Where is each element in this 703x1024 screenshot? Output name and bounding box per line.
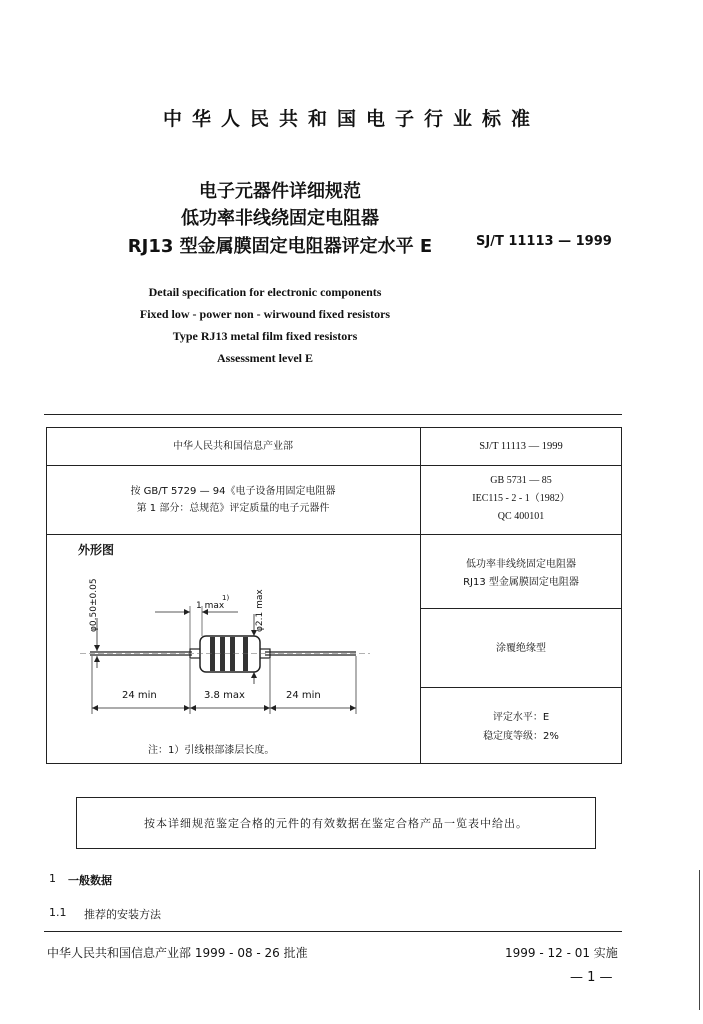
dim-coating-length: 1 max xyxy=(196,601,225,611)
title-en-line1: Detail specification for electronic components xyxy=(148,285,382,299)
ref-standard-2: IEC115 - 2 - 1（1982） xyxy=(472,493,570,504)
color-band xyxy=(210,637,215,671)
table-row-divider xyxy=(420,608,622,609)
ref-standard-3: QC 400101 xyxy=(497,511,545,522)
title-zh-line2: 低功率非线绕固定电阻器 xyxy=(181,208,379,229)
ministry-cell: 中华人民共和国信息产业部 xyxy=(173,441,293,452)
stability-grade: 稳定度等级：2% xyxy=(483,731,559,742)
qualification-statement: 按本详细规范鉴定合格的元件的有效数据在鉴定合格产品一览表中给出。 xyxy=(144,817,528,830)
outline-label: 外形图 xyxy=(78,543,115,557)
page-number: — 1 — xyxy=(570,970,613,985)
title-en-line4: Assessment level E xyxy=(217,351,313,365)
title-en-line3: Type RJ13 metal film fixed resistors xyxy=(172,329,358,343)
ref-standard-1: GB 5731 — 85 xyxy=(490,475,552,486)
color-band xyxy=(220,637,225,671)
insulation-type: 涂覆绝缘型 xyxy=(496,643,546,654)
color-band xyxy=(230,637,235,671)
dim-lead-left: 24 min xyxy=(122,690,157,701)
spec-number-cell: SJ/T 11113 — 1999 xyxy=(479,441,563,452)
title-divider xyxy=(44,414,622,415)
basis-line1: 按 GB/T 5729 — 94《电子设备用固定电阻器 xyxy=(130,486,336,497)
standard-number: SJ/T 11113 — 1999 xyxy=(476,234,612,249)
title-zh-line3: RJ13 型金属膜固定电阻器评定水平 E xyxy=(127,236,433,257)
subsection-title: 推荐的安装方法 xyxy=(84,908,161,921)
footer-divider xyxy=(44,931,622,932)
dim-body-diameter: φ2.1 max xyxy=(255,589,265,632)
dim-lead-diameter: φ0.50±0.05 xyxy=(89,578,99,632)
section-number: 1 xyxy=(49,872,56,885)
scan-edge-line xyxy=(699,870,700,1010)
title-en-line2: Fixed low - power non - wirwound fixed resistors xyxy=(139,307,391,321)
table-row-divider xyxy=(46,465,622,466)
drawing-note: 注：1）引线根部漆层长度。 xyxy=(148,745,275,756)
note-superscript: 1) xyxy=(222,594,230,602)
assessment-level: 评定水平：E xyxy=(492,712,550,723)
resistor-type-line1: 低功率非线绕固定电阻器 xyxy=(466,559,576,570)
table-row-divider xyxy=(46,534,622,535)
resistor-outline-drawing xyxy=(50,556,416,718)
basis-line2: 第 1 部分：总规范》评定质量的电子元器件 xyxy=(136,503,330,514)
implementation-date: 1999 - 12 - 01 实施 xyxy=(505,946,618,960)
qualification-statement-box xyxy=(76,797,596,849)
color-band xyxy=(243,637,248,671)
resistor-type-line2: RJ13 型金属膜固定电阻器 xyxy=(463,577,579,588)
subsection-number: 1.1 xyxy=(49,906,67,919)
industry-standard-header: 中华人民共和国电子行业标准 xyxy=(162,108,540,130)
section-title: 一般数据 xyxy=(68,874,112,887)
title-zh-line1: 电子元器件详细规范 xyxy=(199,181,361,202)
table-row-divider xyxy=(420,687,622,688)
dim-body-length: 3.8 max xyxy=(204,690,245,701)
approval-date: 中华人民共和国信息产业部 1999 - 08 - 26 批准 xyxy=(47,946,308,960)
dim-lead-right: 24 min xyxy=(286,690,321,701)
